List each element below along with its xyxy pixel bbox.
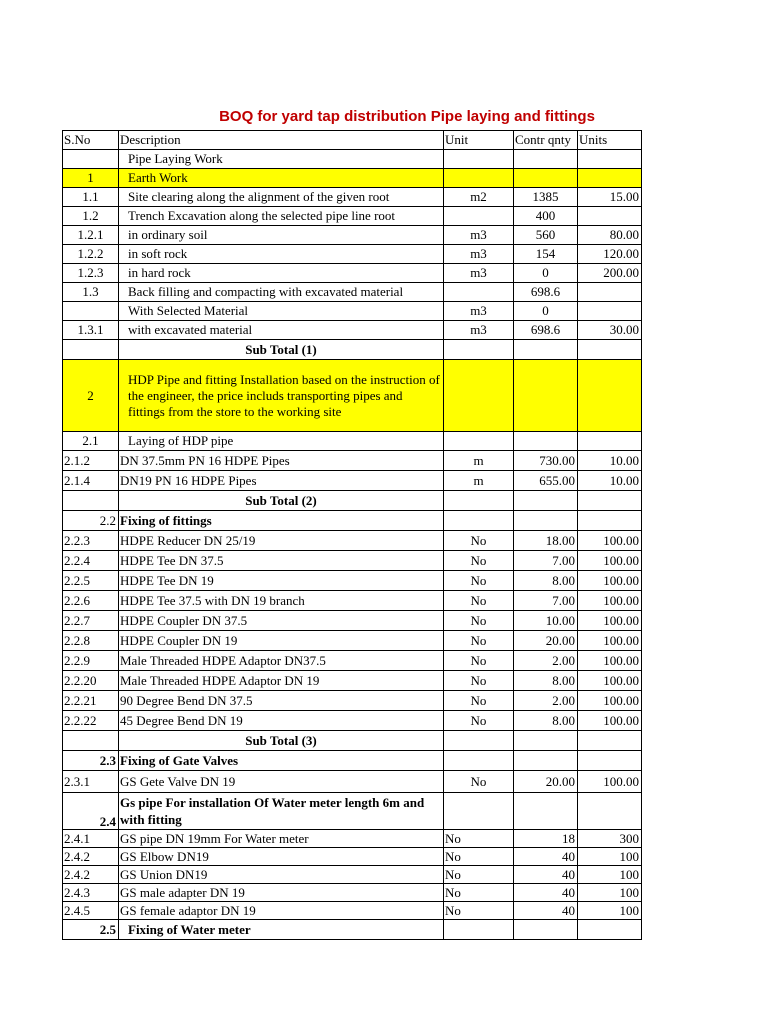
cell-unit	[444, 340, 514, 360]
cell-qty	[514, 751, 578, 771]
cell-sno: 2.4.1	[63, 830, 119, 848]
cell-qty	[514, 432, 578, 451]
cell-qty	[514, 340, 578, 360]
cell-qty: 698.6	[514, 321, 578, 340]
cell-sno: 2.2.20	[63, 671, 119, 691]
cell-rate: 120.00	[578, 245, 642, 264]
cell-rate: 100	[578, 848, 642, 866]
cell-qty: 0	[514, 302, 578, 321]
cell-unit	[444, 283, 514, 302]
cell-unit	[444, 491, 514, 511]
cell-rate: 100.00	[578, 691, 642, 711]
cell-sno: 2.2.6	[63, 591, 119, 611]
cell-qty: 2.00	[514, 651, 578, 671]
cell-sno: 2.4.2	[63, 866, 119, 884]
cell-rate	[578, 793, 642, 830]
table-row	[63, 264, 642, 283]
cell-rate	[578, 207, 642, 226]
table-row	[63, 771, 642, 793]
header-unit: Unit	[444, 131, 514, 150]
cell-rate: 15.00	[578, 188, 642, 207]
cell-description: HDPE Tee 37.5 with DN 19 branch	[119, 591, 444, 611]
table-row	[63, 511, 642, 531]
subtotal-row	[63, 731, 642, 751]
cell-rate: 100.00	[578, 631, 642, 651]
cell-rate: 100.00	[578, 711, 642, 731]
cell-qty: 18	[514, 830, 578, 848]
cell-description: in ordinary soil	[119, 226, 444, 245]
table-row	[63, 245, 642, 264]
cell-qty	[514, 360, 578, 432]
cell-qty: 20.00	[514, 771, 578, 793]
table-row	[63, 611, 642, 631]
cell-rate	[578, 150, 642, 169]
cell-description: Male Threaded HDPE Adaptor DN 19	[119, 671, 444, 691]
cell-sno: 1.2.1	[63, 226, 119, 245]
cell-unit: m3	[444, 264, 514, 283]
table-row	[63, 793, 642, 830]
table-row	[63, 360, 642, 432]
cell-description: Fixing of fittings	[119, 511, 444, 531]
cell-description: HDPE Coupler DN 19	[119, 631, 444, 651]
cell-unit: m3	[444, 321, 514, 340]
table-row	[63, 866, 642, 884]
cell-rate: 80.00	[578, 226, 642, 245]
cell-rate	[578, 302, 642, 321]
cell-unit	[444, 360, 514, 432]
cell-qty: 0	[514, 264, 578, 283]
cell-rate: 200.00	[578, 264, 642, 283]
cell-sno: 2	[63, 360, 119, 432]
cell-qty	[514, 511, 578, 531]
cell-rate: 100	[578, 884, 642, 902]
cell-rate: 100.00	[578, 591, 642, 611]
cell-qty	[514, 150, 578, 169]
table-row	[63, 671, 642, 691]
cell-description: 90 Degree Bend DN 37.5	[119, 691, 444, 711]
cell-qty: 20.00	[514, 631, 578, 651]
cell-sno: 2.2	[63, 511, 119, 531]
cell-sno	[63, 491, 119, 511]
cell-qty: 7.00	[514, 591, 578, 611]
cell-unit	[444, 731, 514, 751]
table-row	[63, 902, 642, 920]
cell-unit	[444, 207, 514, 226]
table-row	[63, 551, 642, 571]
cell-qty: 40	[514, 848, 578, 866]
cell-unit	[444, 751, 514, 771]
cell-description: GS male adapter DN 19	[119, 884, 444, 902]
subtotal-label: Sub Total (2)	[119, 491, 444, 511]
header-qty: Contr qnty	[514, 131, 578, 150]
cell-description: DN 37.5mm PN 16 HDPE Pipes	[119, 451, 444, 471]
cell-description: HDPE Coupler DN 37.5	[119, 611, 444, 631]
cell-rate	[578, 169, 642, 188]
cell-description: Pipe Laying Work	[119, 150, 444, 169]
cell-description: GS Gete Valve DN 19	[119, 771, 444, 793]
cell-sno: 2.4.3	[63, 884, 119, 902]
cell-unit: No	[444, 671, 514, 691]
cell-qty	[514, 169, 578, 188]
table-row	[63, 531, 642, 551]
cell-sno: 2.3.1	[63, 771, 119, 793]
header-units: Units	[578, 131, 642, 150]
cell-sno: 2.2.9	[63, 651, 119, 671]
cell-rate	[578, 360, 642, 432]
table-row	[63, 711, 642, 731]
cell-sno: 2.4.2	[63, 848, 119, 866]
cell-rate: 100.00	[578, 671, 642, 691]
boq-table	[62, 130, 642, 940]
cell-rate	[578, 340, 642, 360]
cell-rate: 10.00	[578, 451, 642, 471]
table-row	[63, 451, 642, 471]
cell-qty: 40	[514, 902, 578, 920]
table-row	[63, 591, 642, 611]
cell-qty: 1385	[514, 188, 578, 207]
cell-unit: No	[444, 884, 514, 902]
subtotal-label: Sub Total (1)	[119, 340, 444, 360]
cell-sno: 2.1	[63, 432, 119, 451]
cell-unit: No	[444, 651, 514, 671]
cell-sno	[63, 302, 119, 321]
cell-sno: 2.2.7	[63, 611, 119, 631]
cell-sno: 2.2.8	[63, 631, 119, 651]
cell-qty: 2.00	[514, 691, 578, 711]
cell-unit: m3	[444, 302, 514, 321]
table-header-row	[63, 131, 642, 150]
cell-description: in soft rock	[119, 245, 444, 264]
cell-unit: No	[444, 848, 514, 866]
cell-unit: No	[444, 551, 514, 571]
cell-unit: No	[444, 611, 514, 631]
cell-rate: 100.00	[578, 771, 642, 793]
cell-description: GS pipe DN 19mm For Water meter	[119, 830, 444, 848]
cell-unit: No	[444, 902, 514, 920]
cell-sno: 1.1	[63, 188, 119, 207]
cell-qty: 10.00	[514, 611, 578, 631]
cell-rate	[578, 751, 642, 771]
cell-qty: 8.00	[514, 571, 578, 591]
cell-qty: 730.00	[514, 451, 578, 471]
cell-sno: 2.4	[63, 793, 119, 830]
cell-sno: 2.3	[63, 751, 119, 771]
cell-sno: 2.1.2	[63, 451, 119, 471]
cell-description: GS female adaptor DN 19	[119, 902, 444, 920]
cell-description: Laying of HDP pipe	[119, 432, 444, 451]
cell-sno: 1.2.2	[63, 245, 119, 264]
cell-description: Trench Excavation along the selected pipe line root	[119, 207, 444, 226]
cell-description: 45 Degree Bend DN 19	[119, 711, 444, 731]
cell-unit: No	[444, 711, 514, 731]
table-row	[63, 471, 642, 491]
cell-rate: 100	[578, 866, 642, 884]
cell-rate: 100	[578, 902, 642, 920]
cell-sno: 2.2.22	[63, 711, 119, 731]
cell-description: GS Union DN19	[119, 866, 444, 884]
cell-unit: m2	[444, 188, 514, 207]
cell-rate: 10.00	[578, 471, 642, 491]
cell-rate	[578, 283, 642, 302]
table-row	[63, 651, 642, 671]
cell-sno	[63, 731, 119, 751]
cell-unit	[444, 169, 514, 188]
cell-description: With Selected Material	[119, 302, 444, 321]
cell-sno: 1	[63, 169, 119, 188]
subtotal-label: Sub Total (3)	[119, 731, 444, 751]
table-row	[63, 848, 642, 866]
cell-description: DN19 PN 16 HDPE Pipes	[119, 471, 444, 491]
cell-qty: 698.6	[514, 283, 578, 302]
cell-rate: 30.00	[578, 321, 642, 340]
cell-description: Fixing of Gate Valves	[119, 751, 444, 771]
table-row	[63, 751, 642, 771]
table-row	[63, 920, 642, 940]
table-row	[63, 188, 642, 207]
table-row	[63, 283, 642, 302]
table-row	[63, 150, 642, 169]
cell-sno: 1.3.1	[63, 321, 119, 340]
table-row	[63, 321, 642, 340]
header-sno: S.No	[63, 131, 119, 150]
cell-unit	[444, 920, 514, 940]
cell-rate	[578, 731, 642, 751]
cell-description: Fixing of Water meter	[119, 920, 444, 940]
cell-unit: No	[444, 866, 514, 884]
cell-qty	[514, 793, 578, 830]
cell-description: Gs pipe For installation Of Water meter length 6m and with fitting	[119, 793, 444, 830]
subtotal-row	[63, 491, 642, 511]
cell-unit	[444, 150, 514, 169]
cell-qty: 400	[514, 207, 578, 226]
cell-unit: m3	[444, 245, 514, 264]
table-row	[63, 226, 642, 245]
cell-unit: m	[444, 451, 514, 471]
cell-sno: 2.2.4	[63, 551, 119, 571]
cell-unit: No	[444, 571, 514, 591]
cell-qty	[514, 491, 578, 511]
table-row	[63, 691, 642, 711]
table-row	[63, 302, 642, 321]
cell-unit	[444, 793, 514, 830]
cell-unit: No	[444, 830, 514, 848]
cell-qty: 7.00	[514, 551, 578, 571]
table-row	[63, 631, 642, 651]
cell-unit: m3	[444, 226, 514, 245]
subtotal-row	[63, 340, 642, 360]
cell-sno	[63, 150, 119, 169]
cell-rate: 100.00	[578, 571, 642, 591]
cell-description: HDPE Reducer DN 25/19	[119, 531, 444, 551]
cell-qty: 8.00	[514, 711, 578, 731]
table-row	[63, 169, 642, 188]
cell-description: Site clearing along the alignment of the given root	[119, 188, 444, 207]
cell-rate	[578, 491, 642, 511]
cell-rate	[578, 432, 642, 451]
cell-unit	[444, 511, 514, 531]
cell-unit: No	[444, 631, 514, 651]
table-row	[63, 571, 642, 591]
header-description: Description	[119, 131, 444, 150]
cell-sno: 2.1.4	[63, 471, 119, 491]
cell-rate	[578, 920, 642, 940]
cell-description: in hard rock	[119, 264, 444, 283]
cell-qty: 18.00	[514, 531, 578, 551]
cell-qty: 560	[514, 226, 578, 245]
cell-sno: 1.3	[63, 283, 119, 302]
cell-qty: 655.00	[514, 471, 578, 491]
cell-description: Back filling and compacting with excavated material	[119, 283, 444, 302]
cell-description: Earth Work	[119, 169, 444, 188]
cell-description: HDPE Tee DN 19	[119, 571, 444, 591]
cell-rate	[578, 511, 642, 531]
cell-sno: 1.2.3	[63, 264, 119, 283]
cell-unit: No	[444, 771, 514, 793]
table-row	[63, 432, 642, 451]
cell-qty: 154	[514, 245, 578, 264]
cell-unit: m	[444, 471, 514, 491]
cell-rate: 100.00	[578, 651, 642, 671]
cell-qty: 40	[514, 884, 578, 902]
document-title: BOQ for yard tap distribution Pipe laying and fittings	[219, 108, 595, 125]
cell-sno: 1.2	[63, 207, 119, 226]
cell-unit	[444, 432, 514, 451]
cell-description: GS Elbow DN19	[119, 848, 444, 866]
cell-description: HDP Pipe and fitting Installation based on the instruction of the engineer, the price includs transporting pipes and fittings from the store to the working site	[119, 360, 444, 432]
table-row	[63, 830, 642, 848]
cell-sno: 2.2.21	[63, 691, 119, 711]
table-row	[63, 884, 642, 902]
cell-description: Male Threaded HDPE Adaptor DN37.5	[119, 651, 444, 671]
cell-unit: No	[444, 691, 514, 711]
cell-sno: 2.2.5	[63, 571, 119, 591]
cell-sno: 2.4.5	[63, 902, 119, 920]
cell-qty: 8.00	[514, 671, 578, 691]
cell-rate: 300	[578, 830, 642, 848]
cell-rate: 100.00	[578, 531, 642, 551]
table-row	[63, 207, 642, 226]
cell-sno: 2.2.3	[63, 531, 119, 551]
cell-sno	[63, 340, 119, 360]
cell-sno: 2.5	[63, 920, 119, 940]
cell-unit: No	[444, 531, 514, 551]
cell-qty	[514, 920, 578, 940]
cell-unit: No	[444, 591, 514, 611]
cell-qty: 40	[514, 866, 578, 884]
cell-description: with excavated material	[119, 321, 444, 340]
cell-description: HDPE Tee DN 37.5	[119, 551, 444, 571]
cell-qty	[514, 731, 578, 751]
cell-rate: 100.00	[578, 551, 642, 571]
cell-rate: 100.00	[578, 611, 642, 631]
